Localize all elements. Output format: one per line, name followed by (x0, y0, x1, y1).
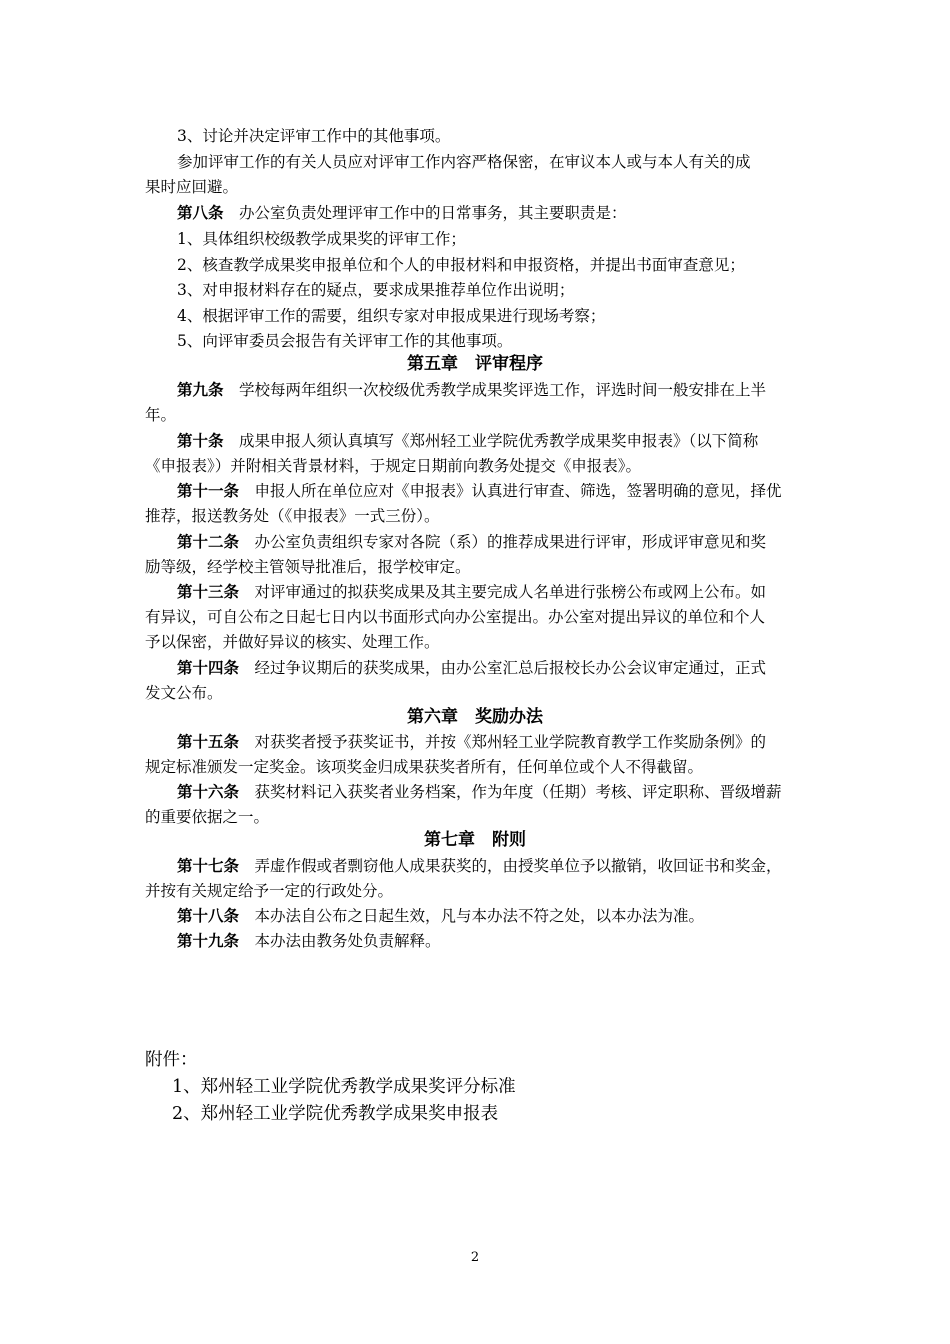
article-12-text: 办公室负责组织专家对各院（系）的推荐成果进行评审，形成评审意见和奖 (254, 533, 767, 551)
article-11 (177, 481, 782, 501)
article-8-label: 第八条 (177, 204, 224, 222)
article-10-label: 第十条 (177, 432, 224, 450)
article-15-text: 对获奖者授予获奖证书，并按《郑州轻工业学院教育教学工作奖励条例》的 (254, 733, 767, 751)
attachment-item-1: 1、郑州轻工业学院优秀教学成果奖评分标准 (172, 1077, 516, 1097)
article-12 (177, 532, 766, 552)
duty-1: 1、具体组织校级教学成果奖的评审工作； (177, 230, 466, 248)
page-number: 2 (470, 1250, 480, 1265)
article-8 (177, 203, 627, 223)
chapter-7-heading: 第七章 附则 (424, 830, 526, 850)
article-14-text: 经过争议期后的获奖成果，由办公室汇总后报校长办公会议审定通过，正式 (254, 659, 767, 677)
article-9 (177, 380, 766, 400)
article-11-cont: 推荐，报送教务处（《申报表》一式三份）。 (145, 507, 440, 525)
article-12-label: 第十二条 (177, 533, 240, 551)
article-10-cont: 《申报表》）并附相关背景材料，于规定日期前向教务处提交《申报表》。 (145, 457, 642, 475)
article-15 (177, 732, 766, 752)
article-10-text: 成果申报人须认真填写《郑州轻工业学院优秀教学成果奖申报表》（以下简称 (239, 432, 759, 450)
article-10 (177, 431, 758, 451)
confidential-line-2: 果时应回避。 (145, 178, 239, 196)
article-19-label: 第十九条 (177, 932, 240, 950)
article-14-cont: 发文公布。 (145, 684, 223, 702)
article-17-cont: 并按有关规定给予一定的行政处分。 (145, 882, 394, 900)
article-18 (177, 906, 704, 926)
confidential-line-1: 参加评审工作的有关人员应对评审工作内容严格保密，在审议本人或与本人有关的成 (177, 153, 751, 171)
article-13-cont-1: 有异议，可自公布之日起七日内以书面形式向办公室提出。办公室对提出异议的单位和个人 (145, 608, 766, 626)
article-11-label: 第十一条 (177, 482, 240, 500)
article-16-label: 第十六条 (177, 783, 240, 801)
article-19 (177, 931, 441, 951)
duty-4: 4、根据评审工作的需要，组织专家对申报成果进行现场考察； (177, 307, 606, 325)
article-15-cont: 规定标准颁发一定奖金。该项奖金归成果获奖者所有，任何单位或个人不得截留。 (145, 758, 704, 776)
duty-2: 2、核查教学成果奖申报单位和个人的申报材料和申报资格，并提出书面审查意见； (177, 256, 745, 274)
article-13 (177, 582, 766, 602)
article-9-cont: 年。 (145, 406, 177, 424)
article-16-cont: 的重要依据之一。 (145, 808, 270, 826)
article-8-text: 办公室负责处理评审工作中的日常事务，其主要职责是： (239, 204, 627, 222)
article-17 (177, 856, 782, 876)
article-18-label: 第十八条 (177, 907, 240, 925)
duty-5: 5、向评审委员会报告有关评审工作的其他事项。 (177, 332, 513, 350)
chapter-6-heading: 第六章 奖励办法 (407, 707, 543, 727)
article-19-text: 本办法由教务处负责解释。 (254, 932, 441, 950)
article-17-text: 弄虚作假或者剽窃他人成果获奖的，由授奖单位予以撤销，收回证书和奖金， (254, 857, 782, 875)
article-13-cont-2: 予以保密，并做好异议的核实、处理工作。 (145, 633, 440, 651)
attachments-title: 附件： (145, 1050, 198, 1070)
item-3: 3、讨论并决定评审工作中的其他事项。 (177, 127, 451, 145)
article-16-text: 获奖材料记入获奖者业务档案，作为年度（任期）考核、评定职称、晋级增薪 (254, 783, 782, 801)
duty-3: 3、对申报材料存在的疑点，要求成果推荐单位作出说明； (177, 281, 575, 299)
attachment-item-2: 2、郑州轻工业学院优秀教学成果奖申报表 (172, 1104, 499, 1124)
article-15-label: 第十五条 (177, 733, 240, 751)
article-13-label: 第十三条 (177, 583, 240, 601)
article-11-text: 申报人所在单位应对《申报表》认真进行审查、筛选，签署明确的意见，择优 (254, 482, 782, 500)
article-9-text: 学校每两年组织一次校级优秀教学成果奖评选工作，评选时间一般安排在上半 (239, 381, 767, 399)
article-14 (177, 658, 766, 678)
article-14-label: 第十四条 (177, 659, 240, 677)
article-13-text: 对评审通过的拟获奖成果及其主要完成人名单进行张榜公布或网上公布。如 (254, 583, 767, 601)
article-12-cont: 励等级，经学校主管领导批准后，报学校审定。 (145, 558, 471, 576)
article-9-label: 第九条 (177, 381, 224, 399)
article-18-text: 本办法自公布之日起生效，凡与本办法不符之处，以本办法为准。 (254, 907, 705, 925)
article-17-label: 第十七条 (177, 857, 240, 875)
article-16 (177, 782, 782, 802)
chapter-5-heading: 第五章 评审程序 (407, 354, 543, 374)
